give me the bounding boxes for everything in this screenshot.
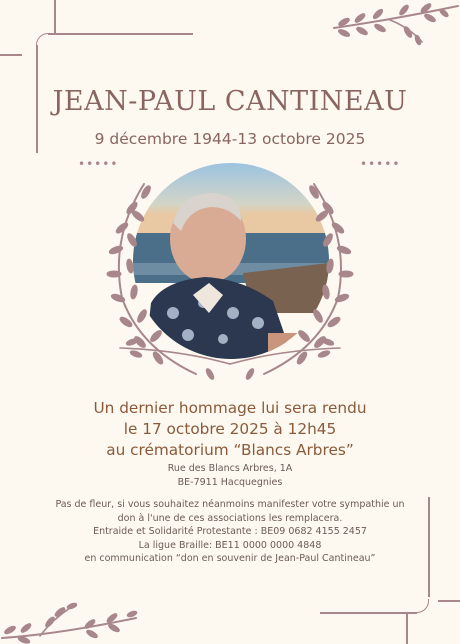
dots-right: •••••: [360, 157, 401, 171]
frame-line-bottom-right-h: [438, 600, 460, 602]
address-street: Rue des Blancs Arbres, 1A: [167, 463, 293, 474]
donation-note: [0, 498, 460, 566]
hommage-line-2: le 17 octobre 2025 à 12h45: [123, 420, 337, 438]
address-block: [0, 462, 460, 490]
note-line-1: Pas de fleur, si vous souhaitez néanmoins manifester votre sympathie un: [55, 499, 405, 510]
life-dates: 9 décembre 1944-13 octobre 2025: [94, 130, 366, 148]
hommage-block: [0, 398, 460, 461]
hommage-line-1: Un dernier hommage lui sera rendu: [93, 399, 367, 417]
note-line-3: Entraide et Solidarité Protestante : BE09 0682 4155 2457: [93, 526, 367, 538]
frame-line-bottom-horizontal: [320, 612, 417, 614]
frame-line-bottom-right-v: [406, 612, 408, 644]
hommage-line-3: au crématorium “Blancs Arbres”: [106, 441, 354, 459]
frame-corner-top-curve: [36, 33, 51, 48]
branch-bottom-left-icon: [0, 600, 140, 644]
frame-corner-bottom-curve: [416, 599, 429, 613]
note-line-5: en communication “don en souvenir de Jean-Paul Cantineau”: [84, 553, 376, 565]
note-line-4: La ligue Braille: BE11 0000 0000 4848: [138, 539, 322, 551]
frame-line-top-corner-h: [48, 33, 193, 35]
dots-left: •••••: [78, 157, 119, 171]
laurel-wreath-icon: [100, 178, 360, 388]
branch-top-right-icon: [330, 2, 460, 46]
frame-line-top-vertical: [54, 0, 56, 33]
deceased-name: JEAN-PAUL CANTINEAU: [52, 86, 408, 117]
note-line-2: don à l'une de ces associations les remplacera.: [117, 512, 343, 524]
address-city: BE-7911 Hacquegnies: [177, 477, 283, 488]
frame-line-top-horizontal: [0, 54, 22, 56]
